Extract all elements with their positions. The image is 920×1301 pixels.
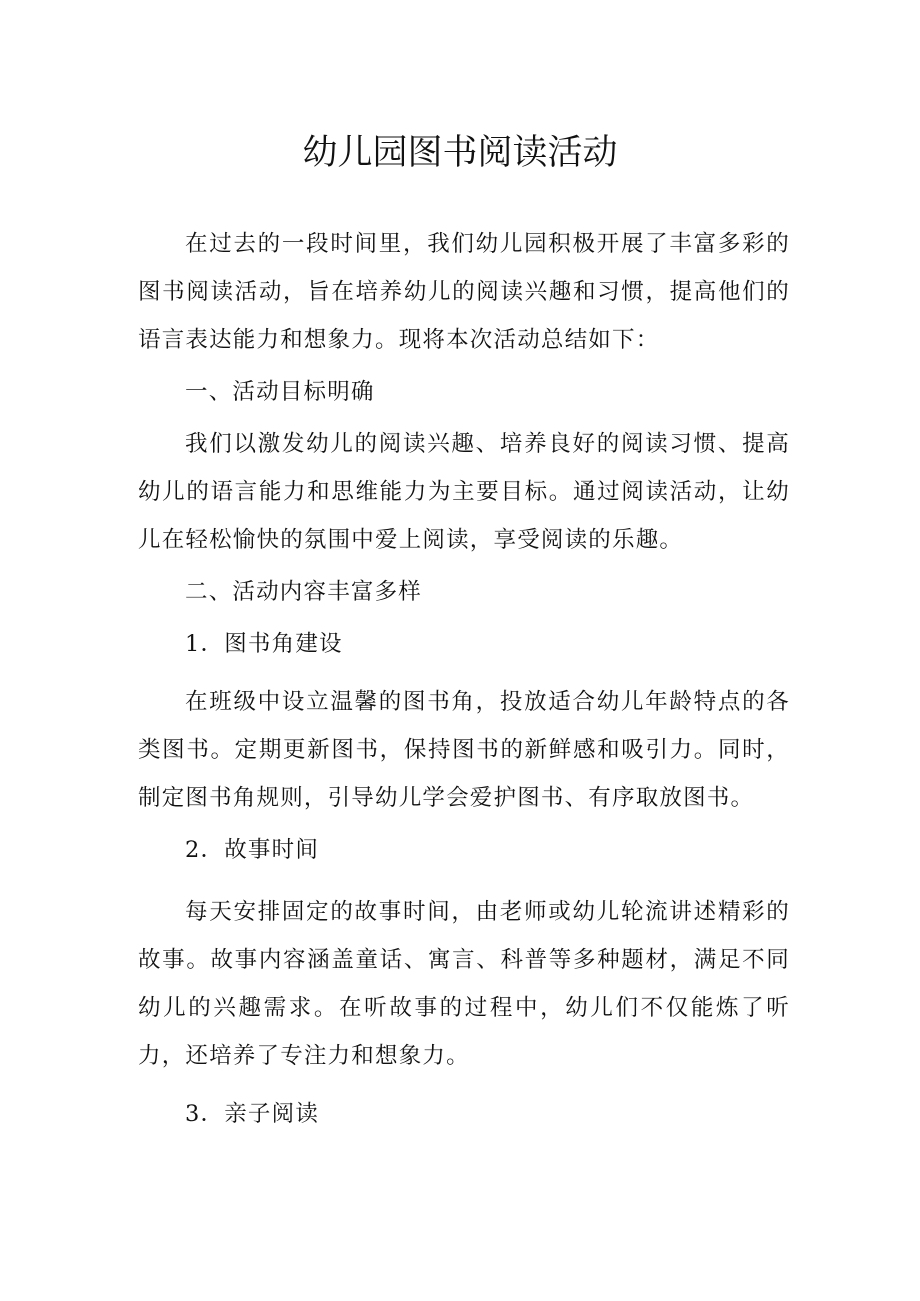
subsection-heading-parent-child-reading: 3．亲子阅读 bbox=[185, 1101, 320, 1127]
intro-paragraph: 在过去的一段时间里，我们幼儿园积极开展了丰富多彩的图书阅读活动，旨在培养幼儿的阅读兴趣和习惯，提高他们的语言表达能力和想象力。现将本次活动总结如下： bbox=[138, 231, 790, 353]
story-time-paragraph: 每天安排固定的故事时间，由老师或幼儿轮流讲述精彩的故事。故事内容涵盖童话、寓言、科普等多种题材，满足不同幼儿的兴趣需求。在听故事的过程中，幼儿们不仅能炼了听力，还培养了专注力和想象力。 bbox=[138, 899, 790, 1069]
section-heading-content: 二、活动内容丰富多样 bbox=[185, 579, 423, 605]
document-body bbox=[138, 220, 790, 1138]
book-corner-paragraph: 在班级中设立温馨的图书角，投放适合幼儿年龄特点的各类图书。定期更新图书，保持图书的新鲜感和吸引力。同时，制定图书角规则，引导幼儿学会爱护图书、有序取放图书。 bbox=[138, 689, 790, 811]
document-title: 幼儿园图书阅读活动 bbox=[302, 133, 618, 173]
subsection-heading-book-corner: 1．图书角建设 bbox=[185, 631, 343, 657]
subsection-heading-story-time: 2．故事时间 bbox=[185, 837, 320, 863]
goals-paragraph: 我们以激发幼儿的阅读兴趣、培养良好的阅读习惯、提高幼儿的语言能力和思维能力为主要目标。通过阅读活动，让幼儿在轻松愉快的氛围中爱上阅读，享受阅读的乐趣。 bbox=[138, 431, 790, 553]
section-heading-goals: 一、活动目标明确 bbox=[185, 379, 375, 405]
